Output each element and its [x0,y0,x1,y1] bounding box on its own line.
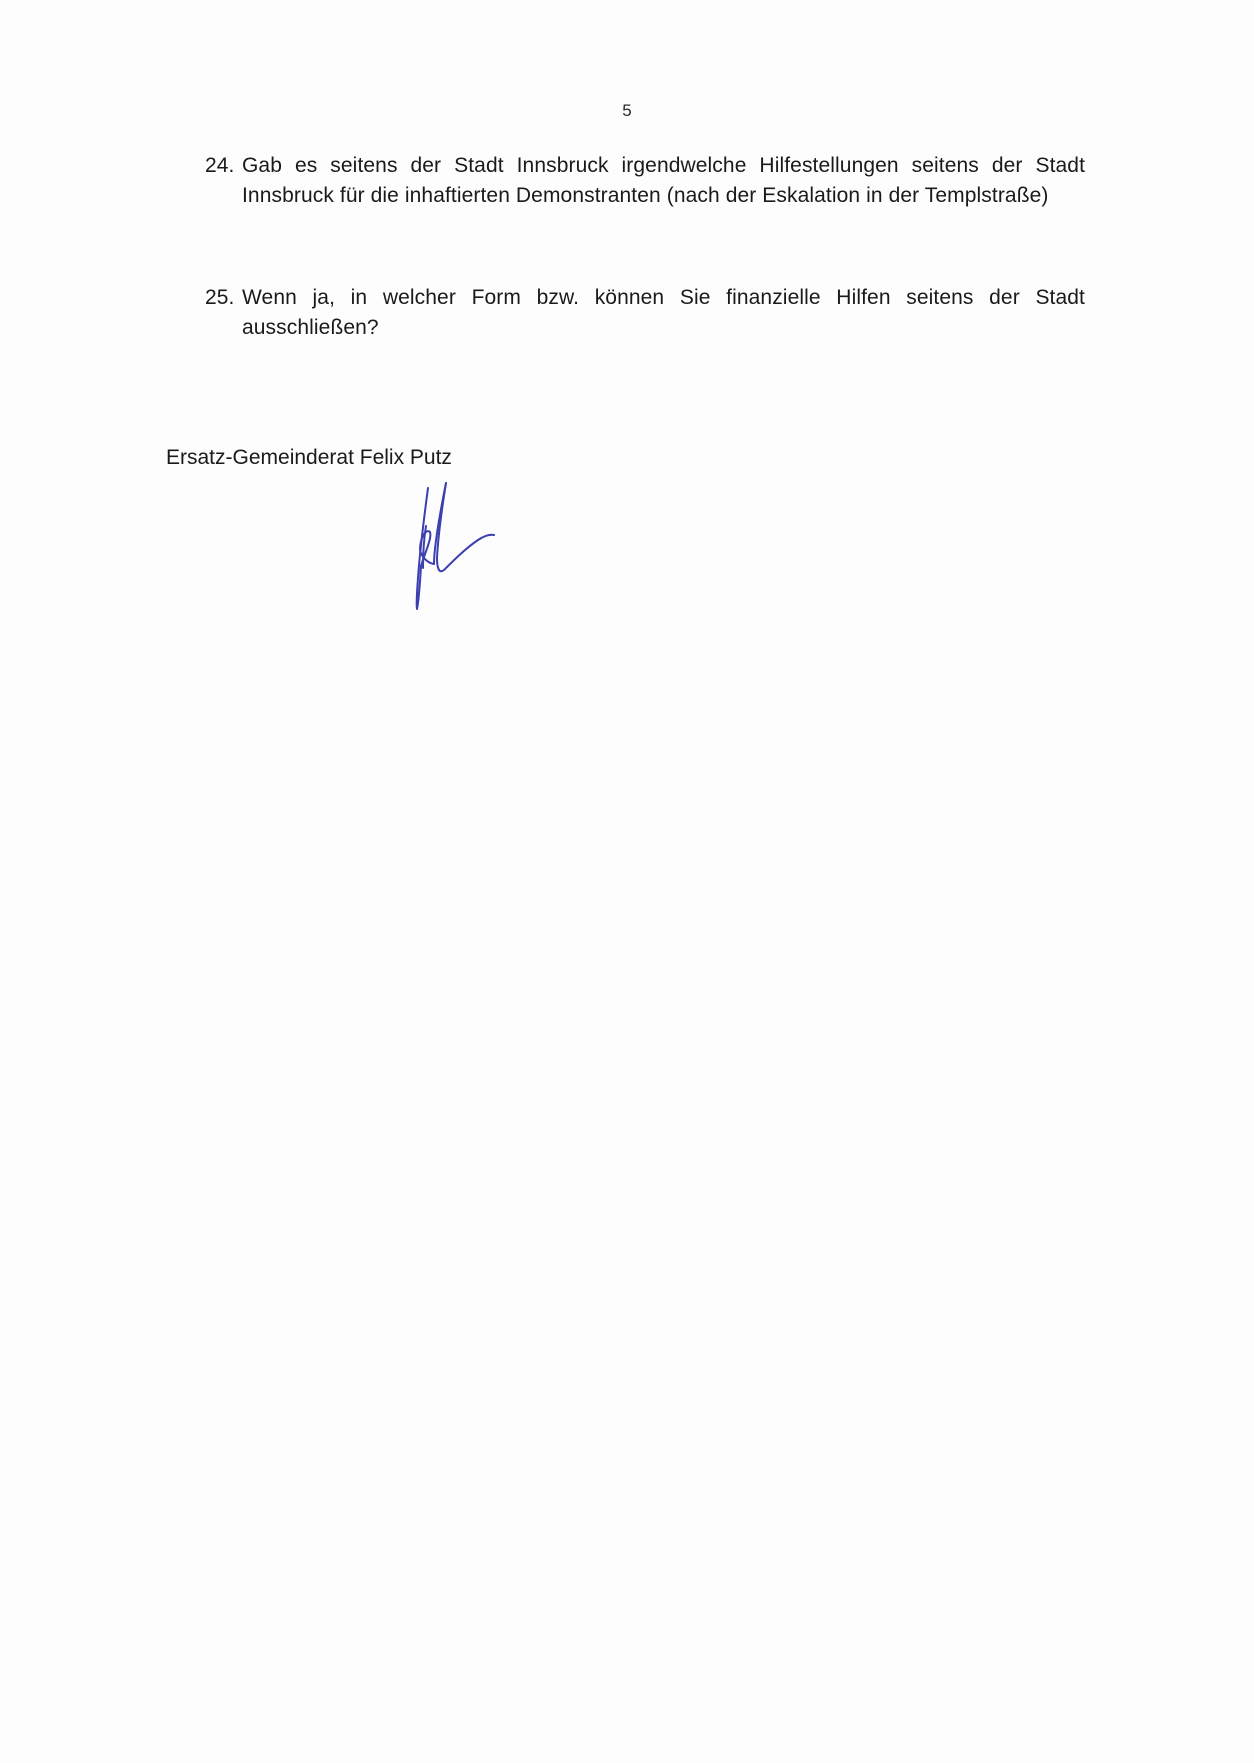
question-text: Wenn ja, in welcher Form bzw. können Sie finanzielle Hilfen seitens der Stadt ausschließen? [242,286,1085,339]
question-number: 24. [205,154,235,177]
question-item [205,151,1085,211]
signatory-name: Ersatz-Gemeinderat Felix Putz [166,446,452,469]
question-number: 25. [205,286,235,309]
question-item [205,283,1085,343]
question-text: Gab es seitens der Stadt Innsbruck irgendwelche Hilfestellungen seitens der Stadt Innsbruck für die inhaftierten Demonstranten (nach der Eskalation in der Templstraße) [242,154,1085,207]
page-number: 5 [622,101,632,120]
handwritten-signature [404,478,514,614]
